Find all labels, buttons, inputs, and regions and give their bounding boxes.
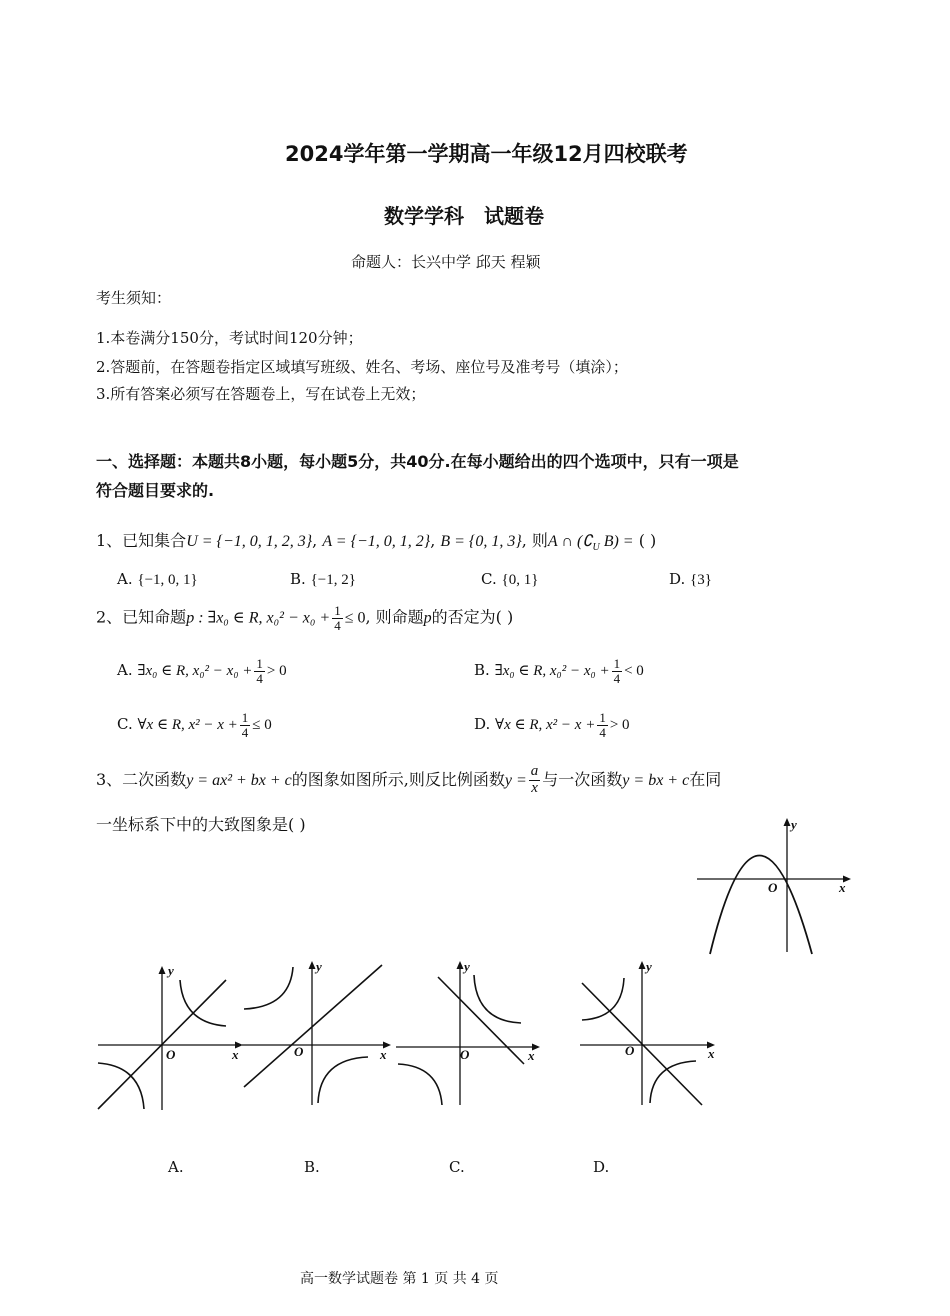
q2-option-a-tail: > 0	[266, 663, 287, 680]
q3-reciprocal-lhs: y =	[504, 771, 527, 789]
q2-frac-den: 4	[334, 617, 341, 633]
q2-option-a[interactable]	[117, 657, 287, 685]
y-axis-label: y	[464, 959, 470, 974]
q1-option-d[interactable]	[669, 570, 712, 589]
q2-option-c-math: ∀x ∈ R, x² − x +	[137, 717, 238, 734]
q2-option-b-label: B.	[474, 661, 490, 680]
section-heading-line1: 一、选择题：本题共8小题，每小题5分，共40分.在每小题给出的四个选项中，只有一项是	[96, 452, 739, 471]
q3-option-c-label[interactable]: C.	[449, 1158, 465, 1176]
q2-option-c[interactable]	[117, 711, 272, 739]
x-axis-label: x	[232, 1047, 239, 1062]
exam-author: 命题人：长兴中学 邱天 程颖	[351, 253, 541, 271]
q2-option-c-tail: ≤ 0	[252, 717, 272, 734]
q2-option-d[interactable]	[474, 711, 630, 739]
q1-option-b-label: B.	[290, 570, 306, 588]
q2-option-b-frac-num: 1	[613, 656, 621, 671]
q2-option-a-math: ∃x₀ ∈ R, x₀² − x₀ +	[137, 663, 253, 680]
q2-tail: 的否定为( )	[431, 607, 514, 627]
hyperbola-branch-q4	[650, 1061, 696, 1103]
q2-option-a-label: A.	[117, 661, 133, 680]
q3-graph-c	[394, 955, 544, 1110]
origin-label: O	[768, 880, 778, 895]
q3-frac-num: a	[530, 763, 539, 779]
q2-option-b[interactable]	[474, 657, 644, 685]
q1-ask-sub: U	[592, 542, 600, 554]
y-axis-arrow	[639, 961, 646, 969]
q2-option-d-frac-num: 1	[599, 710, 606, 725]
exam-title: 2024学年第一学期高一年级12月四校联考	[285, 142, 688, 166]
q1-option-c[interactable]	[481, 570, 538, 589]
y-axis-label: y	[646, 959, 652, 974]
q3-option-d-label[interactable]: D.	[593, 1158, 610, 1176]
y-axis-label: y	[316, 959, 322, 974]
x-axis-label: x	[528, 1048, 535, 1063]
q2-p: p	[423, 609, 432, 627]
q3-graph-a	[96, 960, 246, 1115]
y-axis-arrow	[784, 818, 791, 826]
q3-fraction	[529, 764, 541, 797]
q1-set-u: U = {−1, 0, 1, 2, 3}	[186, 533, 313, 550]
notice-item-1: 1.本卷满分150分，考试时间120分钟；	[96, 329, 363, 347]
q2-option-c-frac-den: 4	[241, 724, 249, 740]
question-3-line1	[96, 764, 721, 797]
q2-fraction	[332, 604, 343, 632]
q1-option-a[interactable]	[117, 570, 198, 589]
y-axis-arrow	[309, 961, 316, 969]
x-axis-label: x	[839, 880, 846, 895]
parabola-curve	[710, 856, 812, 955]
q3-option-b-label[interactable]: B.	[304, 1158, 320, 1176]
q2-option-b-tail: < 0	[624, 663, 644, 680]
q2-option-a-frac-num: 1	[256, 656, 263, 671]
q1-ask-math: A ∩ (∁	[547, 533, 593, 550]
x-axis-label: x	[708, 1046, 715, 1061]
q2-option-d-math: ∀x ∈ R, x² − x +	[495, 717, 596, 734]
q2-option-c-frac-num: 1	[241, 710, 249, 725]
q1-option-d-value: {3}	[690, 572, 712, 588]
q1-option-c-label: C.	[481, 570, 497, 588]
q3-prefix: 3、二次函数	[96, 769, 187, 789]
section-heading-line2: 符合题目要求的.	[96, 481, 215, 500]
q3-mid1: 的图象如图所示,则反比例函数	[291, 769, 505, 789]
q2-option-a-frac-den: 4	[256, 670, 263, 686]
y-axis-label: y	[791, 817, 797, 832]
q1-option-d-label: D.	[669, 570, 686, 588]
hyperbola-branch-q3	[398, 1064, 442, 1105]
q1-set-b: B = {0, 1, 3}	[440, 533, 522, 550]
q2-option-d-label: D.	[474, 715, 491, 734]
notice-item-3: 3.所有答案必须写在答题卷上，写在试卷上无效；	[96, 385, 426, 403]
q1-prefix: 1、已知集合	[96, 531, 187, 550]
q1-option-b-value: {−1, 2}	[310, 572, 356, 588]
origin-label: O	[625, 1043, 635, 1058]
q2-option-d-tail: > 0	[609, 717, 630, 734]
q1-option-b[interactable]	[290, 570, 356, 589]
hyperbola-branch-q2	[244, 967, 293, 1009]
q2-prefix: 2、已知命题	[96, 607, 187, 627]
question-3-line2: 一坐标系下中的大致图象是( )	[96, 815, 306, 834]
q2-statement: p : ∃x₀ ∈ R, x₀² − x₀ +	[186, 609, 331, 627]
q2-option-b-math: ∃x₀ ∈ R, x₀² − x₀ +	[494, 663, 610, 680]
hyperbola-branch-q4	[318, 1057, 368, 1103]
question-1: 1、已知集合U = {−1, 0, 1, 2, 3}, A = {−1, 0, 1, 2}, B = {0, 1, 3}, 则A ∩ ($∁_U$ B) = ( )	[96, 531, 657, 554]
q1-paren: ( )	[638, 531, 657, 550]
linear-line	[244, 965, 382, 1087]
q1-ask-tail: B) =	[599, 533, 634, 550]
page-footer: 高一数学试题卷 第 1 页 共 4 页	[300, 1271, 499, 1287]
q3-graph-b	[240, 955, 395, 1110]
q1-option-c-value: {0, 1}	[501, 572, 539, 588]
q3-mid2: 与一次函数	[542, 769, 623, 789]
q1-set-a: A = {−1, 0, 1, 2}	[322, 533, 431, 550]
q2-frac-num: 1	[334, 603, 341, 618]
q1-option-a-value: {−1, 0, 1}	[137, 572, 198, 588]
y-axis-label: y	[168, 963, 174, 978]
q3-tail1: 在同	[689, 769, 722, 789]
q2-mid: , 则命题	[365, 607, 424, 627]
exam-subtitle: 数学学科 试题卷	[384, 204, 544, 228]
q1-ask-text: 则	[531, 531, 548, 550]
notice-heading: 考生须知：	[96, 289, 172, 307]
hyperbola-branch-q1	[474, 975, 521, 1023]
q3-quadratic: y = ax² + bx + c	[186, 771, 292, 789]
notice-item-2: 2.答题前，在答题卷指定区域填写班级、姓名、考场、座位号及准考号（填涂）；	[96, 358, 628, 376]
origin-label: O	[294, 1044, 304, 1059]
q3-option-a-label[interactable]: A.	[168, 1158, 184, 1176]
q3-graph-d	[578, 955, 728, 1110]
q2-option-d-frac-den: 4	[599, 724, 606, 740]
parabola-figure	[695, 812, 860, 957]
origin-label: O	[460, 1047, 470, 1062]
q3-linear: y = bx + c	[622, 771, 690, 789]
q2-option-b-frac-den: 4	[613, 670, 621, 686]
q2-le0: ≤ 0	[344, 609, 366, 627]
linear-line	[438, 977, 524, 1064]
x-axis-label: x	[380, 1047, 387, 1062]
q1-option-a-label: A.	[117, 570, 133, 588]
q3-frac-den: x	[531, 779, 538, 796]
hyperbola-branch-q2	[582, 978, 624, 1020]
y-axis-arrow	[457, 961, 464, 969]
y-axis-arrow	[159, 966, 166, 974]
question-2	[96, 604, 513, 632]
origin-label: O	[166, 1047, 176, 1062]
q2-option-c-label: C.	[117, 715, 133, 734]
